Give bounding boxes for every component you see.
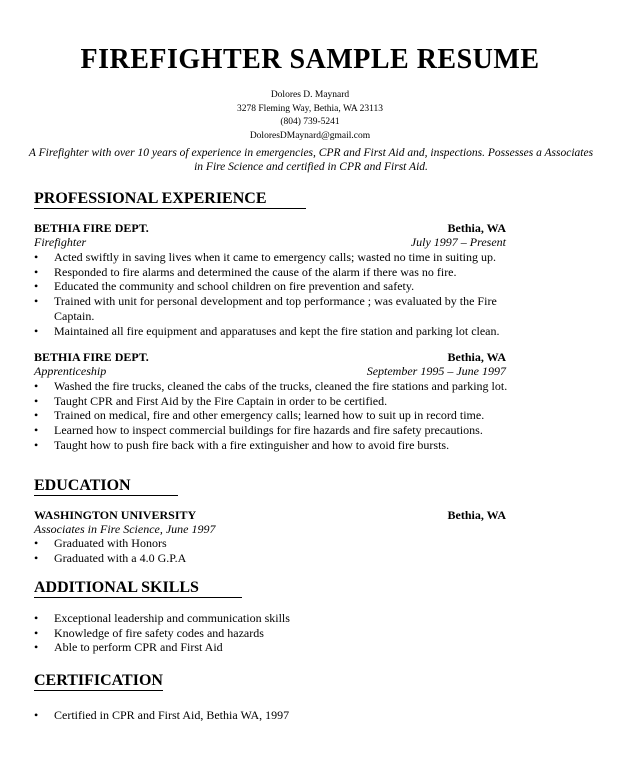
job-location: Bethia, WA <box>447 221 506 235</box>
list-item <box>34 438 510 453</box>
list-item <box>34 551 510 566</box>
section-heading-skills <box>34 579 242 598</box>
list-item-text: Washed the fire trucks, cleaned the cabs of the trucks, cleaned the fire stations and parking lot. <box>54 379 508 393</box>
list-item <box>34 379 510 394</box>
bullet-icon: • <box>34 379 39 393</box>
list-item <box>34 611 510 626</box>
list-item-text: Trained on medical, fire and other emergency calls; learned how to suit up in record time. <box>54 408 485 423</box>
bullet-icon: • <box>34 423 39 438</box>
section-heading-text: ADDITIONAL SKILLS <box>34 579 242 598</box>
job-bullet-list <box>34 379 510 453</box>
list-item-text: Learned how to inspect commercial buildings for fire hazards and fire safety precautions. <box>54 423 483 438</box>
list-item-text: Graduated with Honors <box>54 536 167 550</box>
bullet-icon: • <box>34 323 39 338</box>
school-location: Bethia, WA <box>447 508 506 522</box>
bullet-icon: • <box>34 625 39 640</box>
list-item-text: Trained with unit for personal development and top performance ; was evaluated by the Fire Captain. <box>54 294 497 323</box>
list-item-text: Responded to fire alarms and determined the cause of the alarm if there was no fire. <box>54 264 457 279</box>
job-dates: July 1997 – Present <box>410 235 506 249</box>
list-item-text: Able to perform CPR and First Aid <box>54 640 223 655</box>
list-item-text: Taught how to push fire back with a fire extinguisher and how to avoid fire bursts. <box>54 437 450 452</box>
contact-name: Dolores D. Maynard <box>270 90 350 100</box>
education-bullet-list <box>34 536 510 565</box>
list-item <box>34 423 510 438</box>
bullet-icon: • <box>34 408 39 423</box>
skills-bullet-list <box>34 611 510 655</box>
job-role: Firefighter <box>34 235 87 249</box>
summary-line: in Fire Science and certified in CPR and First Aid. <box>194 160 428 173</box>
job-role: Apprenticeship <box>34 364 107 378</box>
list-item-text: Certified in CPR and First Aid, Bethia WA, 1997 <box>54 708 290 722</box>
contact-block <box>0 89 620 143</box>
summary <box>28 147 594 174</box>
bullet-icon: • <box>34 550 39 565</box>
bullet-icon: • <box>34 437 39 452</box>
employer: BETHIA FIRE DEPT. <box>34 350 149 364</box>
list-item-text: Taught CPR and First Aid by the Fire Captain in order to be certified. <box>54 393 388 408</box>
bullet-icon: • <box>34 393 39 408</box>
list-item <box>34 394 510 409</box>
bullet-icon: • <box>34 279 39 294</box>
job-bullet-list <box>34 250 510 338</box>
bullet-icon: • <box>34 264 39 279</box>
section-heading-experience <box>34 190 306 209</box>
section-heading-certification <box>34 672 163 691</box>
employer: BETHIA FIRE DEPT. <box>34 221 149 235</box>
bullet-icon: • <box>34 294 39 309</box>
list-item <box>34 265 510 280</box>
list-item <box>34 250 510 265</box>
summary-line: A Firefighter with over 10 years of experience in emergencies, CPR and First Aid and, inspections. Possesses a Associates <box>28 147 594 159</box>
certification-bullet-list <box>34 708 510 723</box>
contact-address: 3278 Fleming Way, Bethia, WA 23113 <box>237 103 383 114</box>
bullet-icon: • <box>34 611 39 625</box>
list-item <box>34 640 510 655</box>
contact-phone: (804) 739-5241 <box>280 117 340 127</box>
list-item <box>34 626 510 641</box>
list-item-text: Educated the community and school children on fire prevention and safety. <box>54 279 415 294</box>
list-item-text: Acted swiftly in saving lives when it came to emergency calls; wasted no time in suiting up. <box>54 250 497 264</box>
list-item-text: Maintained all fire equipment and apparatuses and kept the fire station and parking lot clean. <box>54 323 500 338</box>
list-item-text: Knowledge of fire safety codes and hazards <box>54 625 264 640</box>
list-item <box>34 408 510 423</box>
bullet-icon: • <box>34 708 39 722</box>
section-heading-text: PROFESSIONAL EXPERIENCE <box>34 190 306 209</box>
list-item <box>34 324 510 339</box>
school-name: WASHINGTON UNIVERSITY <box>34 508 197 522</box>
list-item-text: Exceptional leadership and communication skills <box>54 611 290 625</box>
contact-email: DoloresDMaynard@gmail.com <box>249 130 371 141</box>
job-dates: September 1995 – June 1997 <box>366 364 506 378</box>
list-item <box>34 279 510 294</box>
section-heading-education <box>34 477 178 496</box>
bullet-icon: • <box>34 250 39 264</box>
bullet-icon: • <box>34 640 39 655</box>
degree: Associates in Fire Science, June 1997 <box>34 522 216 536</box>
bullet-icon: • <box>34 536 39 550</box>
job-location: Bethia, WA <box>447 350 506 364</box>
list-item-text: Graduated with a 4.0 G.P.A <box>54 550 187 565</box>
list-item <box>34 536 510 551</box>
section-heading-text: CERTIFICATION <box>34 672 163 689</box>
list-item <box>34 294 510 323</box>
section-heading-text: EDUCATION <box>34 477 178 496</box>
page-title: FIREFIGHTER SAMPLE RESUME <box>80 44 540 75</box>
list-item <box>34 708 510 723</box>
